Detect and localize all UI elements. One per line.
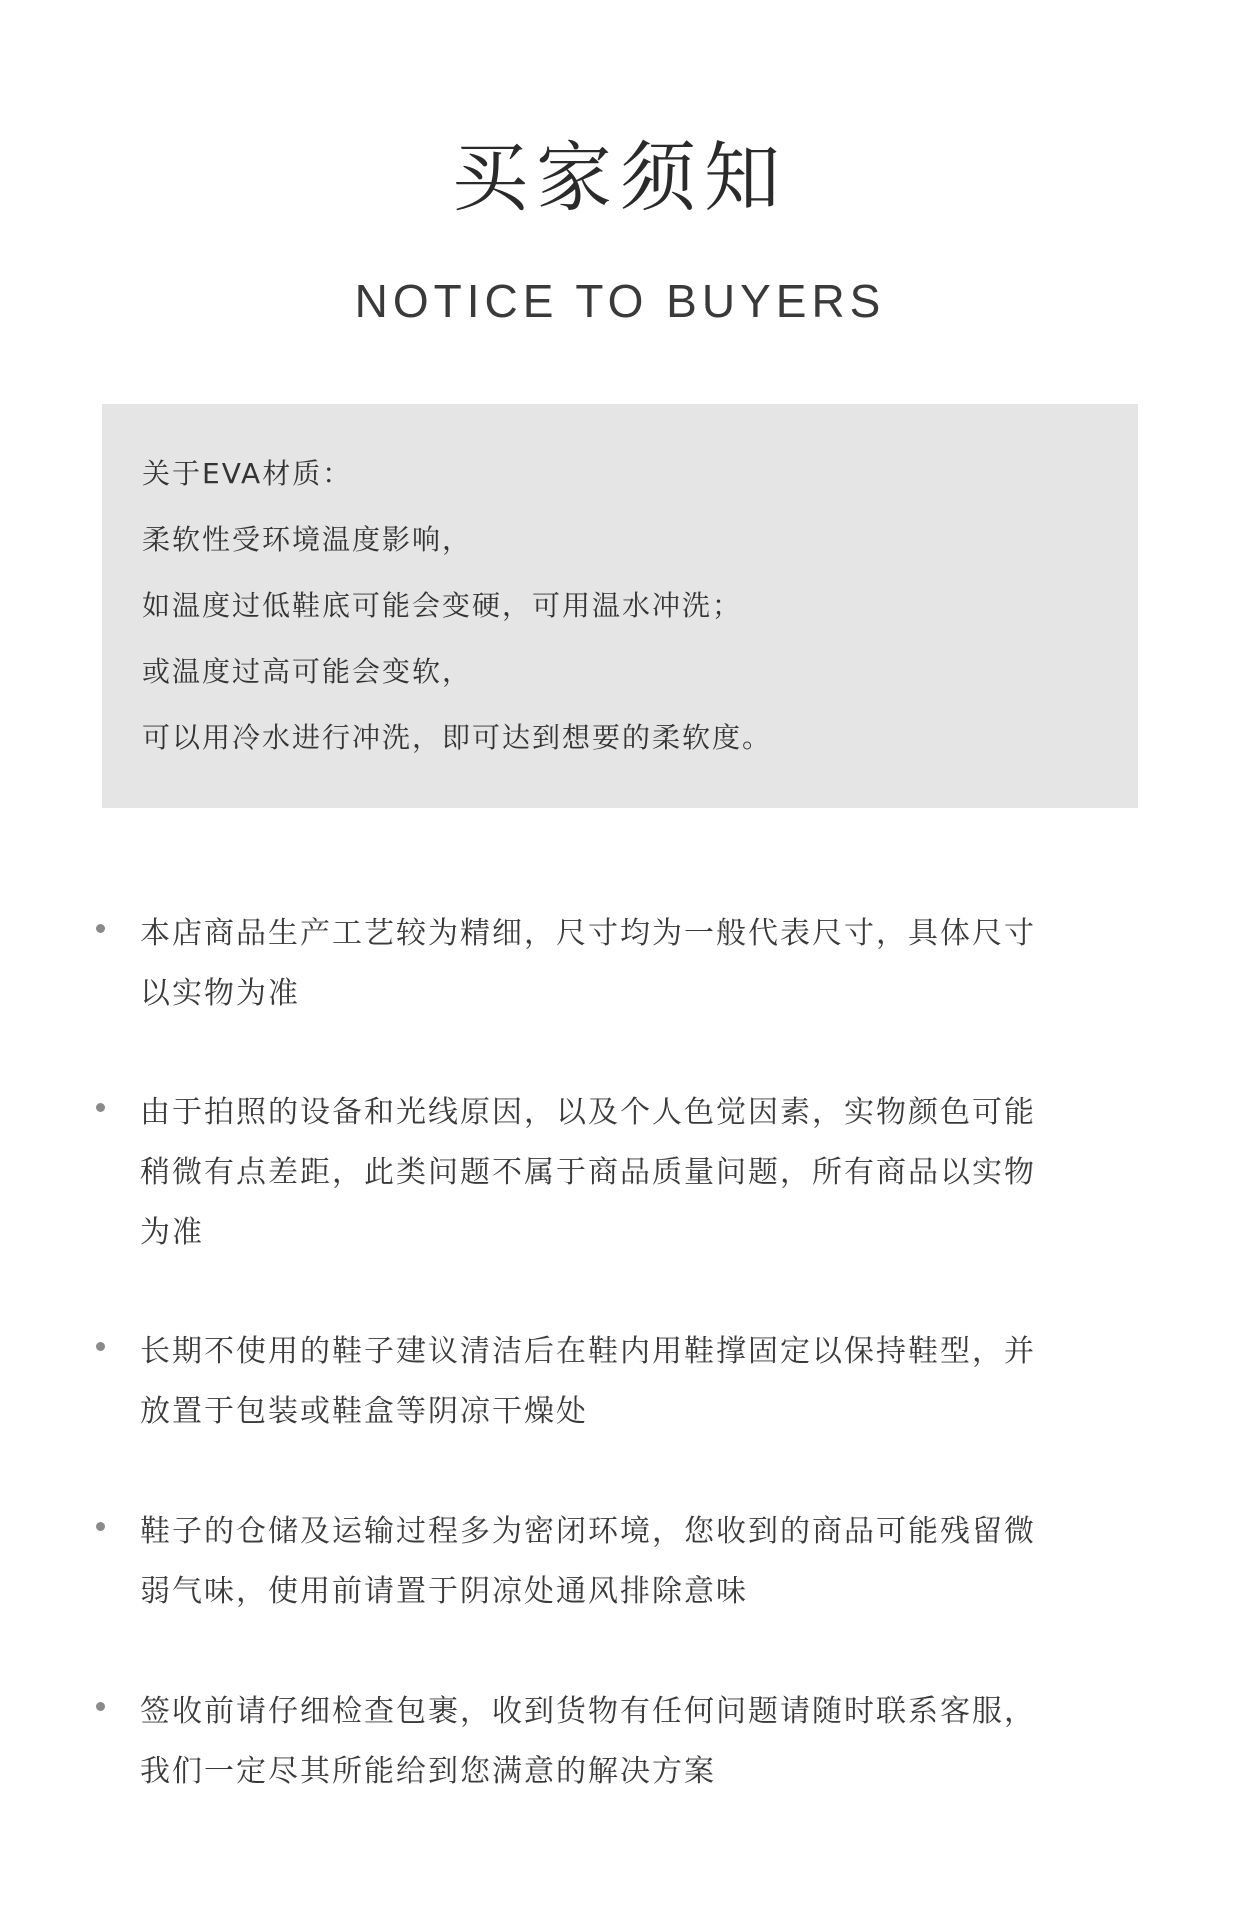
eva-notice-line: 或温度过高可能会变软， [142, 655, 473, 688]
list-item-line: 放置于包装或鞋盒等阴凉干燥处 [140, 1394, 588, 1429]
bullet-icon [96, 1522, 105, 1531]
eva-notice-line: 如温度过低鞋底可能会变硬，可用温水冲洗； [142, 589, 743, 622]
list-item-line: 签收前请仔细检查包裹，收到货物有任何问题请随时联系客服， [140, 1694, 1036, 1729]
list-item-line: 以实物为准 [140, 976, 300, 1011]
list-item-text [140, 1083, 1090, 1263]
bullet-icon [96, 1702, 105, 1711]
eva-notice-line: 可以用冷水进行冲洗，即可达到想要的柔软度。 [142, 721, 773, 754]
eva-material-notice-box [102, 404, 1138, 808]
page-title: 买家须知 [452, 133, 788, 222]
page-subtitle: NOTICE TO BUYERS [354, 275, 886, 327]
list-item-line: 稍微有点差距，此类问题不属于商品质量问题，所有商品以实物 [140, 1155, 1036, 1190]
bullet-icon [96, 1342, 105, 1351]
list-item-text [140, 1322, 1090, 1442]
list-item-text [140, 1682, 1090, 1802]
eva-notice-heading: 关于EVA材质： [142, 457, 353, 490]
eva-notice-line: 柔软性受环境温度影响， [142, 523, 473, 556]
bullet-icon [96, 1103, 105, 1112]
list-item-line: 本店商品生产工艺较为精细，尺寸均为一般代表尺寸，具体尺寸 [140, 916, 1036, 951]
bullet-icon [96, 924, 105, 933]
list-item-line: 我们一定尽其所能给到您满意的解决方案 [140, 1754, 716, 1789]
list-item-line: 为准 [140, 1215, 204, 1250]
list-item-line: 长期不使用的鞋子建议清洁后在鞋内用鞋撑固定以保持鞋型，并 [140, 1334, 1036, 1369]
list-item-text [140, 904, 1090, 1024]
list-item-text [140, 1502, 1090, 1622]
list-item-line: 鞋子的仓储及运输过程多为密闭环境，您收到的商品可能残留微 [140, 1514, 1036, 1549]
list-item-line: 由于拍照的设备和光线原因，以及个人色觉因素，实物颜色可能 [140, 1095, 1036, 1130]
list-item-line: 弱气味，使用前请置于阴凉处通风排除意味 [140, 1574, 748, 1609]
